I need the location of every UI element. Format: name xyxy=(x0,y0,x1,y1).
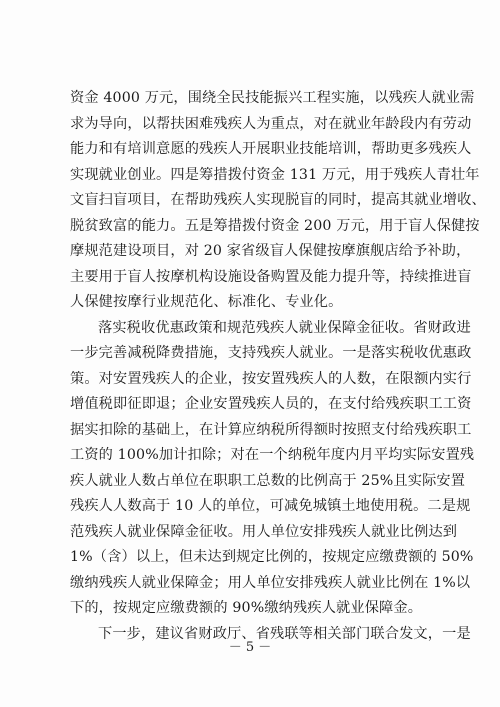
text-line: 策。对安置残疾人的企业，按安置残疾人的人数，在限额内实行 xyxy=(70,370,472,387)
text-line: 下一步，建议省财政厅、省残联等相关部门联合发文，一是 xyxy=(98,625,471,642)
body-text xyxy=(70,86,486,647)
text-line: 实现就业创业。四是筹措拨付资金 131 万元，用于残疾人青壮年 xyxy=(70,166,480,183)
text-line: 摩规范建设项目，对 20 家省级盲人保健按摩旗舰店给予补助， xyxy=(70,243,471,259)
text-line: 求为导向，以帮扶困难残疾人为重点，对在就业年龄段内有劳动 xyxy=(70,115,472,132)
text-line: 一步完善减税降费措施，支持残疾人就业。一是落实税收优惠政 xyxy=(70,345,472,361)
text-line: 工资的 100%加计扣除；对在一个纳税年度内月平均实际安置残 xyxy=(70,447,475,463)
text-line: 脱贫致富的能力。五是筹措拨付资金 200 万元，用于盲人保健按 xyxy=(70,217,480,234)
text-line: 人保健按摩行业规范化、标准化、专业化。 xyxy=(70,294,343,310)
text-line: 落实税收优惠政策和规范残疾人就业保障金征收。省财政进 xyxy=(98,319,471,336)
text-line: 主要用于盲人按摩机构设施设备购置及能力提升等，持续推进盲 xyxy=(70,268,472,285)
text-line: 下的，按规定应缴费额的 90%缴纳残疾人就业保障金。 xyxy=(70,600,423,616)
text-line: 1%（含）以上，但未达到规定比例的，按规定应缴费额的 50% xyxy=(70,549,474,565)
text-line: 据实扣除的基础上，在计算应纳税所得额时按照支付给残疾职工 xyxy=(70,421,472,438)
text-line: 能力和有培训意愿的残疾人开展职业技能培训，帮助更多残疾人 xyxy=(70,141,472,157)
text-line: 疾人就业人数占单位在职职工总数的比例高于 25%且实际安置 xyxy=(70,472,466,489)
text-line: 范残疾人就业保障金征收。用人单位安排残疾人就业比例达到 xyxy=(70,523,458,540)
page-number: － 5 － xyxy=(228,640,272,655)
text-line: 缴纳残疾人就业保障金；用人单位安排残疾人就业比例在 1%以 xyxy=(70,574,471,591)
paragraph-2 xyxy=(70,316,475,622)
text-line: 文盲扫盲项目，在帮助残疾人实现脱盲的同时，提高其就业增收、 xyxy=(70,192,486,208)
paragraph-1 xyxy=(70,86,486,316)
text-line: 残疾人人数高于 10 人的单位，可减免城镇土地使用税。二是规 xyxy=(70,498,471,514)
text-line: 资金 4000 万元，围绕全民技能振兴工程实施，以残疾人就业需 xyxy=(70,90,475,106)
text-line: 增值税即征即退；企业安置残疾人员的，在支付给残疾职工工资 xyxy=(70,396,472,412)
